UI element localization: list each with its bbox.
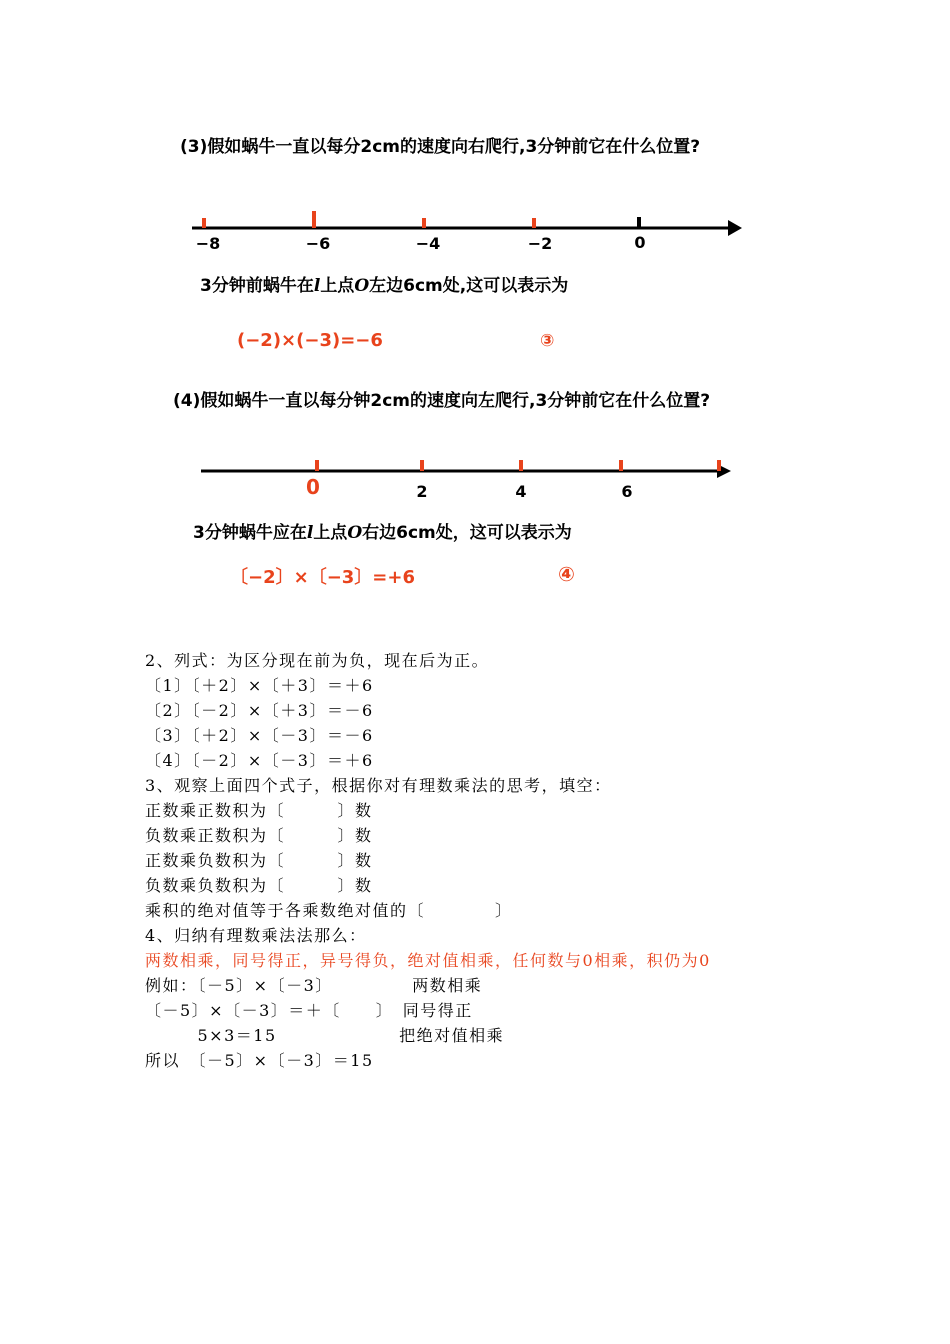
formula-line: 〔1〕〔＋2〕×〔＋3〕＝＋6 [145, 676, 374, 695]
formula-line: 〔2〕〔－2〕×〔＋3〕＝－6 [145, 701, 374, 720]
number-line-2 [195, 450, 740, 505]
tick-mark [637, 217, 641, 228]
tick-mark [315, 460, 319, 471]
example-line: 例如：〔－5〕×〔－3〕 两数相乘 [145, 976, 483, 995]
tick-mark [532, 218, 536, 228]
fill-blank-line: 负数乘负数积为〔 〕数 [145, 876, 373, 895]
equation-3: (−2)×(−3)=−6 [237, 330, 383, 351]
multiplication-rule: 两数相乘，同号得正，异号得负，绝对值相乘，任何数与0相乘，积仍为0 [145, 951, 711, 970]
axis-zero-label: 0 [306, 475, 320, 499]
axis-label: −4 [415, 234, 441, 253]
axis-label: 2 [416, 482, 428, 501]
fill-blank-line: 正数乘负数积为〔 〕数 [145, 851, 373, 870]
section-4-heading: 4、归纳有理数乘法法那么： [145, 926, 367, 945]
example-line: 〔－5〕×〔－3〕＝＋〔 〕 同号得正 [145, 1001, 473, 1020]
axis-label: −6 [305, 234, 331, 253]
section-2-heading: 2、列式：为区分现在前为负，现在后为正。 [145, 651, 490, 670]
axis-label: −2 [527, 234, 553, 253]
question-3: (3)假如蜗牛一直以每分2cm的速度向右爬行,3分钟前它在什么位置? [180, 137, 701, 157]
tick-mark [519, 460, 523, 471]
question-4: (4)假如蜗牛一直以每分钟2cm的速度向左爬行,3分钟前它在什么位置? [173, 391, 711, 411]
section-3-heading: 3、观察上面四个式子，根据你对有理数乘法的思考，填空： [145, 776, 612, 795]
equation-marker-3: ③ [540, 331, 555, 351]
tick-mark [312, 211, 316, 228]
axis-label: 4 [515, 482, 527, 501]
example-line: 5×3＝15 把绝对值相乘 [145, 1026, 505, 1045]
tick-mark [422, 218, 426, 228]
fill-blank-line: 负数乘正数积为〔 〕数 [145, 826, 373, 845]
tick-mark [619, 460, 623, 471]
tick-mark [202, 218, 206, 228]
formula-line: 〔3〕〔＋2〕×〔－3〕＝－6 [145, 726, 374, 745]
number-line-1 [180, 200, 750, 260]
fill-blank-line: 乘积的绝对值等于各乘数绝对值的〔 〕 [145, 901, 513, 920]
example-line: 所以 〔－5〕×〔－3〕＝15 [145, 1051, 374, 1070]
equation-marker-4: ④ [558, 562, 575, 586]
tick-mark [717, 460, 721, 471]
answer-4: 3分钟蜗牛应在l上点O右边6cm处，这可以表示为 [193, 523, 572, 543]
body-text [145, 648, 711, 1073]
axis-label: −8 [195, 234, 221, 253]
tick-mark [420, 460, 424, 471]
formula-line: 〔4〕〔－2〕×〔－3〕＝＋6 [145, 751, 374, 770]
axis-label: 6 [621, 482, 633, 501]
answer-3: 3分钟前蜗牛在l上点O左边6cm处,这可以表示为 [200, 276, 569, 296]
fill-blank-line: 正数乘正数积为〔 〕数 [145, 801, 373, 820]
axis-label: 0 [634, 233, 646, 252]
equation-4: 〔−2〕×〔−3〕=+6 [230, 567, 415, 588]
